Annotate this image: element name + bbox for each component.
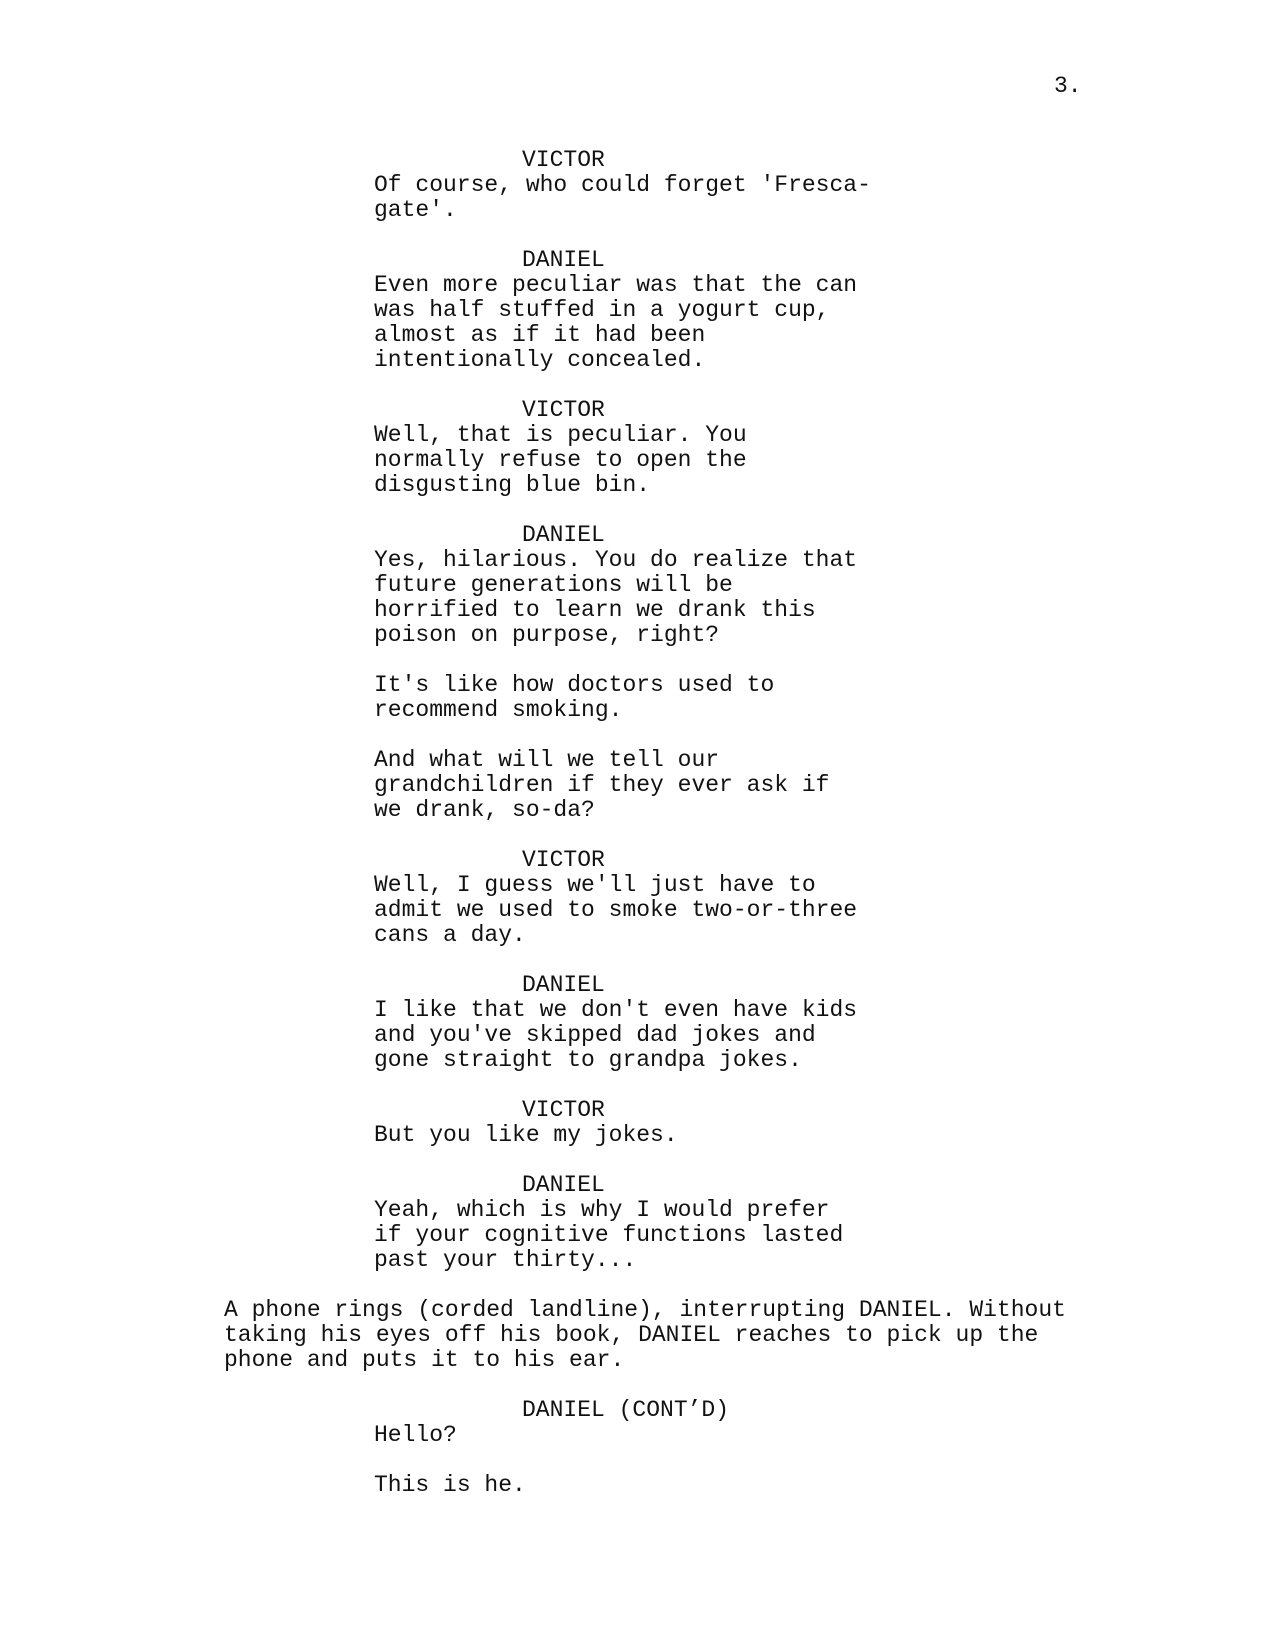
character-name: DANIEL (522, 972, 605, 998)
dialogue-line: admit we used to smoke two-or-three (374, 897, 858, 923)
blank-line (0, 223, 1275, 248)
character-cue (0, 248, 1275, 273)
dialogue-line: gone straight to grandpa jokes. (374, 1047, 802, 1073)
dialogue-block (0, 1198, 1275, 1273)
character-cue (0, 848, 1275, 873)
dialogue-line: cans a day. (374, 922, 526, 948)
dialogue-block (0, 548, 1275, 648)
action-line: phone and puts it to his ear. (224, 1347, 625, 1373)
dialogue-line: intentionally concealed. (374, 347, 706, 373)
dialogue-line: and you've skipped dad jokes and (374, 1022, 816, 1048)
dialogue-line: Hello? (374, 1422, 457, 1448)
blank-line (0, 1448, 1275, 1473)
blank-line (0, 1073, 1275, 1098)
blank-line (0, 1373, 1275, 1398)
character-cue (0, 398, 1275, 423)
dialogue-line: almost as if it had been (374, 322, 706, 348)
character-name: VICTOR (522, 1097, 605, 1123)
dialogue-line: Of course, who could forget 'Fresca- (374, 172, 871, 198)
dialogue-line: future generations will be (374, 572, 733, 598)
action-block (0, 1298, 1275, 1373)
dialogue-line: Yeah, which is why I would prefer (374, 1197, 830, 1223)
screenplay-body (0, 148, 1275, 1523)
dialogue-block (0, 423, 1275, 498)
blank-line (0, 723, 1275, 748)
character-name: DANIEL (CONT’D) (522, 1397, 730, 1423)
character-cue (0, 1173, 1275, 1198)
action-line: A phone rings (corded landline), interrupting DANIEL. Without (224, 1297, 1066, 1323)
dialogue-block (0, 1423, 1275, 1448)
dialogue-line: horrified to learn we drank this (374, 597, 816, 623)
dialogue-block (0, 1123, 1275, 1148)
character-cue (0, 1098, 1275, 1123)
blank-line (0, 1273, 1275, 1298)
blank-line (0, 648, 1275, 673)
dialogue-line: disgusting blue bin. (374, 472, 651, 498)
dialogue-line: poison on purpose, right? (374, 622, 720, 648)
dialogue-line: if your cognitive functions lasted (374, 1222, 844, 1248)
dialogue-line: recommend smoking. (374, 697, 623, 723)
dialogue-line: Well, that is peculiar. You (374, 422, 747, 448)
dialogue-block (0, 673, 1275, 723)
dialogue-block (0, 173, 1275, 223)
character-cue (0, 973, 1275, 998)
page-number: 3. (1054, 73, 1082, 99)
action-line: taking his eyes off his book, DANIEL reaches to pick up the (224, 1322, 1039, 1348)
dialogue-line: But you like my jokes. (374, 1122, 678, 1148)
character-name: DANIEL (522, 522, 605, 548)
character-cue (0, 148, 1275, 173)
dialogue-block (0, 273, 1275, 373)
dialogue-line: grandchildren if they ever ask if (374, 772, 830, 798)
dialogue-block (0, 998, 1275, 1073)
blank-line (0, 823, 1275, 848)
dialogue-line: was half stuffed in a yogurt cup, (374, 297, 830, 323)
character-name: VICTOR (522, 397, 605, 423)
dialogue-line: This is he. (374, 1472, 526, 1498)
dialogue-line: Even more peculiar was that the can (374, 272, 858, 298)
dialogue-line: gate'. (374, 197, 457, 223)
dialogue-block (0, 1473, 1275, 1498)
dialogue-block (0, 873, 1275, 948)
dialogue-line: And what will we tell our (374, 747, 720, 773)
character-name: VICTOR (522, 147, 605, 173)
blank-line (0, 1498, 1275, 1523)
character-name: DANIEL (522, 247, 605, 273)
dialogue-block (0, 748, 1275, 823)
character-name: DANIEL (522, 1172, 605, 1198)
character-name: VICTOR (522, 847, 605, 873)
dialogue-line: I like that we don't even have kids (374, 997, 858, 1023)
dialogue-line: we drank, so-da? (374, 797, 595, 823)
dialogue-line: past your thirty... (374, 1247, 637, 1273)
character-cue (0, 1398, 1275, 1423)
dialogue-line: normally refuse to open the (374, 447, 747, 473)
dialogue-line: It's like how doctors used to (374, 672, 775, 698)
blank-line (0, 948, 1275, 973)
blank-line (0, 498, 1275, 523)
blank-line (0, 373, 1275, 398)
character-cue (0, 523, 1275, 548)
dialogue-line: Yes, hilarious. You do realize that (374, 547, 858, 573)
dialogue-line: Well, I guess we'll just have to (374, 872, 816, 898)
blank-line (0, 1148, 1275, 1173)
